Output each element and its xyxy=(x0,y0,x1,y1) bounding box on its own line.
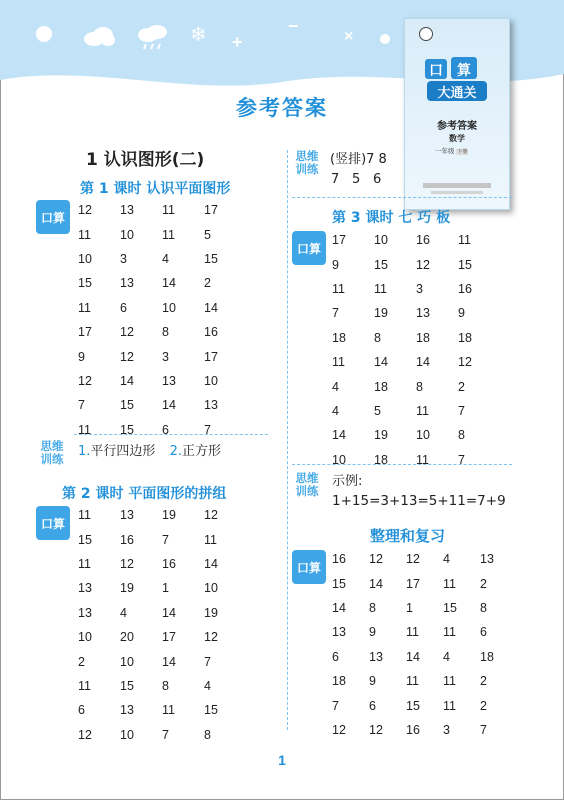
grid-row xyxy=(78,674,246,698)
answer-cell: 11 xyxy=(374,281,387,296)
answer-cell: 12 xyxy=(369,552,383,567)
xunlian-label-1: 训练 xyxy=(40,452,64,466)
answer-cell: 10 xyxy=(332,452,346,467)
answer-text-2: 正方形 xyxy=(181,444,221,459)
answer-cell: 15 xyxy=(374,257,388,272)
answer-cell: 7 xyxy=(78,398,85,413)
answer-cell: 16 xyxy=(162,556,176,571)
grid-row xyxy=(78,369,246,393)
answer-cell: 12 xyxy=(78,373,92,388)
answer-cell: 18 xyxy=(480,649,494,664)
answer-cell: 19 xyxy=(374,428,388,443)
answer-cell: 7 xyxy=(332,698,339,713)
answer-cell: 14 xyxy=(162,654,176,669)
answer-cell: 2 xyxy=(480,576,487,591)
example-label: 示例: xyxy=(332,474,363,489)
answer-cell: 12 xyxy=(120,325,134,340)
answer-cell: 15 xyxy=(204,251,218,266)
answer-cell: 14 xyxy=(162,276,176,291)
book-publisher-mark-2 xyxy=(431,191,483,194)
answer-cell: 16 xyxy=(458,281,472,296)
review-title: 整理和复习 xyxy=(370,527,446,545)
answer-cell: 13 xyxy=(416,306,430,321)
answer-cell: 7 xyxy=(332,306,339,321)
siwei-label-top: 思维 xyxy=(295,149,319,163)
answer-cell: 14 xyxy=(332,428,346,443)
answer-cell: 14 xyxy=(374,355,388,370)
siwei-top-val: 7 xyxy=(331,172,340,187)
answer-cell: 12 xyxy=(120,556,134,571)
lesson-3-title: 第 3 课时 七 巧 板 xyxy=(332,210,451,226)
answer-cell: 19 xyxy=(204,605,218,620)
answer-cell: 8 xyxy=(369,600,376,615)
siwei-top-val: 5 xyxy=(352,172,361,187)
book-grade: 一年级 xyxy=(435,148,455,155)
answer-cell: 17 xyxy=(204,349,218,364)
grid-row xyxy=(78,601,246,625)
answer-cell: 15 xyxy=(332,576,346,591)
answer-cell: 14 xyxy=(120,373,134,388)
grid-row xyxy=(332,228,500,252)
siwei-top-line-2 xyxy=(331,172,394,187)
siwei-top-val: 6 xyxy=(373,172,382,187)
answer-cell: 11 xyxy=(458,233,471,248)
answer-cell: 3 xyxy=(120,251,127,266)
answer-grid-2 xyxy=(78,503,246,747)
answer-cell: 4 xyxy=(204,678,211,693)
answer-cell: 11 xyxy=(204,532,217,547)
answer-cell: 10 xyxy=(204,373,218,388)
answer-cell: 11 xyxy=(443,698,456,713)
answer-cell: 7 xyxy=(458,403,465,418)
answer-cell: 8 xyxy=(162,325,169,340)
grid-row xyxy=(332,718,517,742)
grid-row xyxy=(78,222,246,246)
grid-row xyxy=(332,374,500,398)
answer-cell: 13 xyxy=(162,373,176,388)
answer-cell: 12 xyxy=(406,552,420,567)
answer-cell: 10 xyxy=(162,300,176,315)
answer-cell: 10 xyxy=(120,654,134,669)
answer-cell: 4 xyxy=(443,552,450,567)
answer-cell: 18 xyxy=(332,330,346,345)
answer-cell: 11 xyxy=(332,355,345,370)
answer-cell: 6 xyxy=(369,698,376,713)
divider-3 xyxy=(292,464,512,465)
plus-icon: + xyxy=(232,32,243,52)
grid-row xyxy=(78,576,246,600)
answer-cell: 5 xyxy=(204,227,211,242)
answer-cell: 11 xyxy=(78,422,91,437)
answer-cell: 11 xyxy=(78,556,91,571)
answer-cell: 16 xyxy=(332,552,346,567)
answer-cell: 4 xyxy=(162,251,169,266)
grid-row xyxy=(332,645,517,669)
answer-cell: 7 xyxy=(458,452,465,467)
answer-cell: 14 xyxy=(162,398,176,413)
answer-cell: 14 xyxy=(416,355,430,370)
answer-cell: 13 xyxy=(369,649,383,664)
siwei-badge-top xyxy=(291,150,323,176)
answer-cell: 19 xyxy=(162,508,176,523)
answer-cell: 12 xyxy=(369,722,383,737)
answer-cell: 17 xyxy=(78,325,92,340)
answer-cell: 12 xyxy=(204,508,218,523)
siwei-badge-3 xyxy=(291,472,323,498)
siwei-badge-1 xyxy=(36,440,68,466)
answer-cell: 14 xyxy=(369,576,383,591)
answer-cell: 19 xyxy=(120,581,134,596)
answer-grid-1 xyxy=(78,198,246,442)
grid-row xyxy=(78,393,246,417)
book-mascot xyxy=(419,27,433,41)
grid-row xyxy=(78,723,246,747)
lesson-1-title: 第 1 课时 认识平面图形 xyxy=(80,181,231,197)
answer-cell: 11 xyxy=(78,227,91,242)
answer-cell: 11 xyxy=(332,281,345,296)
answer-cell: 12 xyxy=(204,630,218,645)
kousuan-badge-1: 口算 xyxy=(36,200,70,234)
answer-cell: 4 xyxy=(332,403,339,418)
answer-cell: 8 xyxy=(162,678,169,693)
book-subject: 数学 xyxy=(449,134,465,143)
answer-cell: 15 xyxy=(204,703,218,718)
answer-cell: 12 xyxy=(78,727,92,742)
answer-cell: 12 xyxy=(78,203,92,218)
answer-cell: 13 xyxy=(120,276,134,291)
answer-num-2: 2. xyxy=(169,444,182,459)
page-title: 参考答案 xyxy=(236,96,328,120)
grid-row xyxy=(332,399,500,423)
answer-cell: 15 xyxy=(120,398,134,413)
answer-cell: 9 xyxy=(332,257,339,272)
answer-cell: 15 xyxy=(120,422,134,437)
kousuan-badge-3: 口算 xyxy=(292,231,326,265)
answer-cell: 11 xyxy=(78,678,91,693)
answer-num-1: 1. xyxy=(78,444,91,459)
grid-row xyxy=(332,547,517,571)
grid-row xyxy=(332,596,517,620)
answer-cell: 4 xyxy=(120,605,127,620)
grid-row xyxy=(78,625,246,649)
answer-cell: 18 xyxy=(458,330,472,345)
column-divider xyxy=(287,150,288,730)
answer-cell: 9 xyxy=(369,674,376,689)
answer-cell: 11 xyxy=(443,576,456,591)
answer-cell: 10 xyxy=(204,581,218,596)
answer-cell: 6 xyxy=(162,422,169,437)
grid-row xyxy=(78,418,246,442)
answer-cell: 15 xyxy=(406,698,420,713)
answer-cell: 9 xyxy=(458,306,465,321)
answer-cell: 18 xyxy=(374,379,388,394)
answer-cell: 16 xyxy=(406,722,420,737)
times-icon: × xyxy=(344,28,354,45)
answer-text-1: 平行四边形 xyxy=(90,444,156,459)
answer-cell: 11 xyxy=(406,625,419,640)
grid-row xyxy=(78,296,246,320)
circle-icon xyxy=(380,34,390,44)
answer-cell: 4 xyxy=(332,379,339,394)
answer-cell: 6 xyxy=(78,703,85,718)
answer-cell: 12 xyxy=(458,355,472,370)
answer-cell: 11 xyxy=(78,300,91,315)
answer-cell: 14 xyxy=(162,605,176,620)
answer-cell: 14 xyxy=(204,556,218,571)
answer-cell: 14 xyxy=(406,649,420,664)
answer-cell: 3 xyxy=(443,722,450,737)
siwei-answer-1 xyxy=(78,440,221,459)
answer-cell: 20 xyxy=(120,630,134,645)
book-logo xyxy=(421,57,493,105)
answer-cell: 3 xyxy=(162,349,169,364)
answer-cell: 11 xyxy=(162,703,175,718)
rain-cloud-icon xyxy=(136,24,170,54)
answer-cell: 3 xyxy=(416,281,423,296)
kousuan-badge-4: 口算 xyxy=(292,550,326,584)
grid-row xyxy=(332,423,500,447)
answer-cell: 15 xyxy=(120,678,134,693)
answer-cell: 7 xyxy=(204,422,211,437)
answer-cell: 17 xyxy=(332,233,346,248)
answer-cell: 13 xyxy=(480,552,494,567)
answer-cell: 2 xyxy=(458,379,465,394)
divider-2 xyxy=(292,197,512,198)
answer-cell: 12 xyxy=(120,349,134,364)
book-publisher-mark xyxy=(423,183,491,188)
answer-cell: 16 xyxy=(120,532,134,547)
answer-cell: 1 xyxy=(406,600,413,615)
answer-cell: 11 xyxy=(416,452,429,467)
answer-cell: 13 xyxy=(120,508,134,523)
answer-cell: 15 xyxy=(458,257,472,272)
answer-cell: 7 xyxy=(480,722,487,737)
answer-cell: 13 xyxy=(78,581,92,596)
grid-row xyxy=(332,301,500,325)
answer-cell: 5 xyxy=(374,403,381,418)
answer-grid-4 xyxy=(332,547,517,742)
grid-row xyxy=(332,693,517,717)
grid-row xyxy=(78,698,246,722)
answer-cell: 14 xyxy=(332,600,346,615)
grid-row xyxy=(78,271,246,295)
grid-row xyxy=(78,649,246,673)
grid-row xyxy=(78,552,246,576)
answer-cell: 17 xyxy=(204,203,218,218)
answer-cell: 15 xyxy=(78,532,92,547)
grid-row xyxy=(332,571,517,595)
answer-cell: 6 xyxy=(332,649,339,664)
answer-cell: 11 xyxy=(162,227,175,242)
answer-cell: 8 xyxy=(374,330,381,345)
answer-cell: 17 xyxy=(162,630,176,645)
grid-row xyxy=(78,320,246,344)
answer-cell: 8 xyxy=(204,727,211,742)
grid-row xyxy=(332,620,517,644)
answer-cell: 10 xyxy=(374,233,388,248)
answer-cell: 12 xyxy=(416,257,430,272)
answer-cell: 18 xyxy=(374,452,388,467)
sun-icon xyxy=(36,26,52,42)
answer-cell: 2 xyxy=(480,674,487,689)
grid-row xyxy=(332,252,500,276)
answer-cell: 11 xyxy=(443,674,456,689)
lesson-2-title: 第 2 课时 平面图形的拼组 xyxy=(62,486,227,502)
svg-text:口: 口 xyxy=(429,62,443,78)
snowflake-icon: ❄ xyxy=(190,24,207,46)
grid-row xyxy=(78,344,246,368)
siwei-label-1: 思维 xyxy=(40,439,64,453)
grid-row xyxy=(78,503,246,527)
answer-cell: 11 xyxy=(443,625,456,640)
answer-cell: 16 xyxy=(416,233,430,248)
book-title: 参考答案 xyxy=(437,121,477,132)
answer-cell: 10 xyxy=(120,727,134,742)
grid-row xyxy=(332,350,500,374)
answer-cell: 18 xyxy=(416,330,430,345)
answer-cell: 17 xyxy=(406,576,420,591)
grid-row xyxy=(78,527,246,551)
book-cover xyxy=(404,18,510,210)
grid-row xyxy=(78,247,246,271)
answer-cell: 10 xyxy=(416,428,430,443)
example-expression: 1+15=3+13=5+11=7+9 xyxy=(332,493,506,509)
answer-cell: 2 xyxy=(78,654,85,669)
divider-1 xyxy=(74,434,268,435)
answer-cell: 7 xyxy=(162,727,169,742)
grid-row xyxy=(332,326,500,350)
answer-cell: 14 xyxy=(204,300,218,315)
answer-cell: 11 xyxy=(78,508,91,523)
xunlian-label-top: 训练 xyxy=(295,162,319,176)
answer-cell: 18 xyxy=(332,674,346,689)
answer-cell: 6 xyxy=(480,625,487,640)
answer-cell: 10 xyxy=(78,630,92,645)
minus-icon: − xyxy=(288,16,299,36)
answer-cell: 15 xyxy=(78,276,92,291)
grid-row xyxy=(332,277,500,301)
answer-cell: 7 xyxy=(204,654,211,669)
answer-grid-3 xyxy=(332,228,500,472)
xunlian-label-3: 训练 xyxy=(295,484,319,498)
answer-cell: 1 xyxy=(162,581,169,596)
grid-row xyxy=(332,669,517,693)
answer-cell: 13 xyxy=(120,203,134,218)
answer-cell: 4 xyxy=(443,649,450,664)
svg-text:大通关: 大通关 xyxy=(437,85,477,100)
answer-cell: 13 xyxy=(78,605,92,620)
answer-cell: 8 xyxy=(416,379,423,394)
answer-cell: 7 xyxy=(162,532,169,547)
answer-cell: 8 xyxy=(480,600,487,615)
answer-cell: 8 xyxy=(458,428,465,443)
kousuan-badge-2: 口算 xyxy=(36,506,70,540)
answer-cell: 12 xyxy=(332,722,346,737)
answer-cell: 16 xyxy=(204,325,218,340)
page-number: 1 xyxy=(278,752,286,768)
grid-row xyxy=(78,198,246,222)
answer-cell: 13 xyxy=(120,703,134,718)
answer-cell: 11 xyxy=(416,403,429,418)
book-term: 下册 xyxy=(457,149,468,155)
grid-row xyxy=(332,448,500,472)
siwei-label-3: 思维 xyxy=(295,471,319,485)
answer-cell: 19 xyxy=(374,306,388,321)
answer-cell: 9 xyxy=(78,349,85,364)
answer-cell: 13 xyxy=(204,398,218,413)
svg-text:算: 算 xyxy=(457,62,471,78)
answer-cell: 15 xyxy=(443,600,457,615)
answer-cell: 11 xyxy=(162,203,175,218)
answer-cell: 10 xyxy=(78,251,92,266)
chapter-title: 1 认识图形(二) xyxy=(86,150,205,170)
answer-cell: 13 xyxy=(332,625,346,640)
answer-cell: 6 xyxy=(120,300,127,315)
answer-cell: 11 xyxy=(406,674,419,689)
answer-cell: 9 xyxy=(369,625,376,640)
siwei-top-line-1: (竖排)7 8 xyxy=(330,152,387,167)
cloud-icon xyxy=(82,26,116,46)
answer-cell: 2 xyxy=(204,276,211,291)
answer-cell: 10 xyxy=(120,227,134,242)
book-grade-row xyxy=(435,146,468,155)
answer-cell: 2 xyxy=(480,698,487,713)
